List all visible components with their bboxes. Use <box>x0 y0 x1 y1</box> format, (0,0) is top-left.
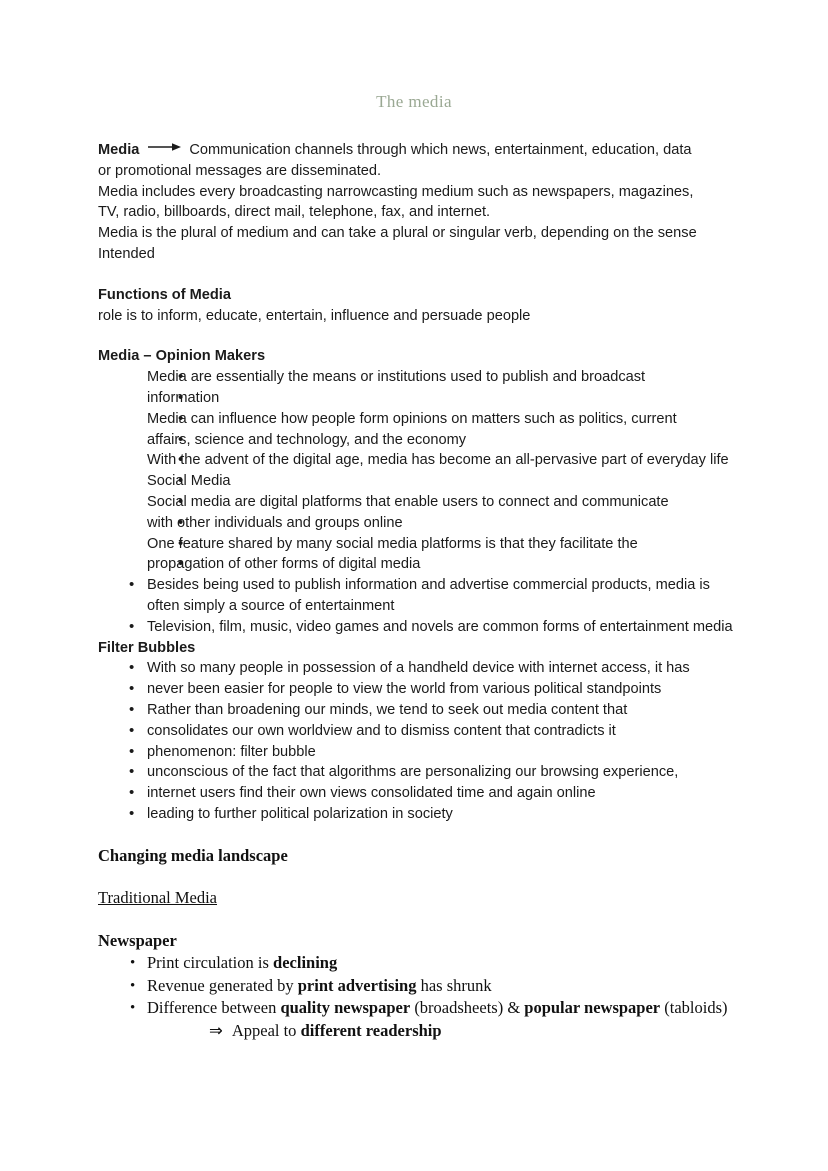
spacer <box>98 326 738 346</box>
list-item: • Social Media <box>98 471 738 492</box>
list-item: • Media are essentially the means or institutions used to publish and broadcast <box>98 367 738 388</box>
list-item: • One feature shared by many social media platforms is that they facilitate the <box>98 534 738 555</box>
newspaper-b1-pre: Print circulation is <box>147 953 274 973</box>
definition-line-1 <box>98 138 738 161</box>
list-item: • information <box>98 388 738 409</box>
definition-term: Media <box>98 142 140 158</box>
list-item: • leading to further political polarization in society <box>98 804 738 825</box>
list-item: • Television, film, music, video games and novels are common forms of entertainment media <box>98 617 738 638</box>
definition-line-2: or promotional messages are disseminated. <box>98 162 382 179</box>
list-item <box>98 975 738 998</box>
spacer <box>98 825 738 845</box>
page-title: The media <box>376 92 452 111</box>
newspaper-b2-pre: Revenue generated by <box>147 975 298 995</box>
long-right-arrow-icon <box>148 138 182 159</box>
newspaper-b3-bold2: popular newspaper <box>524 998 661 1018</box>
list-item: • propagation of other forms of digital media <box>98 554 738 575</box>
functions-heading: Functions of Media <box>98 286 231 303</box>
list-item: • with other individuals and groups online <box>98 513 738 534</box>
list-item: • With the advent of the digital age, media has become an all-pervasive part of everyday life <box>98 450 738 471</box>
list-item <box>98 997 738 1020</box>
spacer <box>98 910 738 930</box>
list-item: • With so many people in possession of a handheld device with internet access, it has <box>98 658 738 679</box>
definition-line-6: Intended <box>98 245 155 262</box>
list-item: • phenomenon: filter bubble <box>98 742 738 763</box>
list-item: • affairs, science and technology, and the economy <box>98 430 738 451</box>
newspaper-list <box>98 952 738 1020</box>
newspaper-conclusion-line <box>98 1020 738 1043</box>
newspaper-b2-bold: print advertising <box>297 975 417 995</box>
list-item: • consolidates our own worldview and to dismiss content that contradicts it <box>98 721 738 742</box>
newspaper-heading: Newspaper <box>98 930 177 950</box>
definition-text-1: Communication channels through which news, entertainment, education, data <box>189 142 692 158</box>
definition-line-3: Media includes every broadcasting narrowcasting medium such as newspapers, magazines, <box>98 183 694 200</box>
list-item: • internet users find their own views consolidated time and again online <box>98 783 738 804</box>
list-item: • Media can influence how people form opinions on matters such as politics, current <box>98 409 738 430</box>
definition-line-4: TV, radio, billboards, direct mail, telephone, fax, and internet. <box>98 204 491 221</box>
list-item: • Social media are digital platforms that enable users to connect and communicate <box>98 492 738 513</box>
newspaper-b3-post: (tabloids) <box>660 998 728 1018</box>
newspaper-b3-mid: (broadsheets) & <box>410 998 525 1018</box>
list-item: • Rather than broadening our minds, we tend to seek out media content that <box>98 700 738 721</box>
newspaper-b2-post: has shrunk <box>416 975 492 995</box>
spacer <box>98 867 738 887</box>
list-item <box>98 952 738 975</box>
functions-text: role is to inform, educate, entertain, influence and persuade people <box>98 307 531 324</box>
newspaper-arrow-pre: Appeal to <box>231 1020 301 1040</box>
filter-bubbles-section <box>98 638 738 825</box>
media-definition-section <box>98 138 738 265</box>
opinion-makers-section <box>98 346 738 637</box>
spacer <box>98 265 738 285</box>
traditional-media-subheading: Traditional Media <box>98 888 218 908</box>
newspaper-b3-bold1: quality newspaper <box>280 998 411 1018</box>
opinion-makers-heading: Media – Opinion Makers <box>98 348 266 365</box>
document-body <box>98 138 738 1042</box>
changing-media-landscape-section <box>98 845 738 1043</box>
changing-landscape-heading: Changing media landscape <box>98 845 288 865</box>
list-item: • unconscious of the fact that algorithms are personalizing our browsing experience, <box>98 762 738 783</box>
newspaper-arrow-bold: different readership <box>300 1020 442 1040</box>
functions-of-media-section <box>98 285 738 327</box>
newspaper-b3-pre: Difference between <box>147 998 281 1018</box>
list-item: • Besides being used to publish information and advertise commercial products, media is often simply a source of entertainment <box>98 575 738 617</box>
newspaper-b1-bold: declining <box>273 953 338 973</box>
filter-bubbles-heading: Filter Bubbles <box>98 639 196 656</box>
filter-bubbles-list <box>98 658 738 824</box>
list-item: • never been easier for people to view the world from various political standpoints <box>98 679 738 700</box>
opinion-makers-list <box>98 367 738 637</box>
definition-line-5: Media is the plural of medium and can take a plural or singular verb, depending on the sense <box>98 225 697 242</box>
double-right-arrow-icon: ⇒ <box>209 1020 223 1040</box>
